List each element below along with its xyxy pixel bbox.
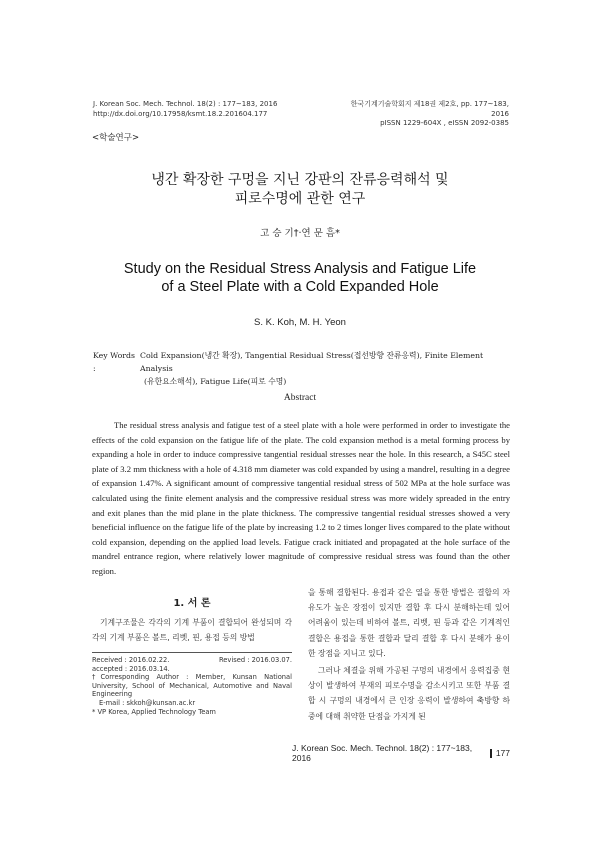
journal-korean-header: [343, 100, 509, 129]
page-number: 177: [495, 748, 510, 758]
issn: pISSN 1229-604X , eISSN 2092-0385: [380, 119, 509, 127]
authors-english: S. K. Koh, M. H. Yeon: [254, 317, 346, 328]
footer-citation: J. Korean Soc. Mech. Technol. 18(2) : 177~183, 2016: [292, 743, 473, 763]
intro-right-paragraph-1: 을 통해 결합된다. 용접과 같은 열을 통한 방법은 결합의 자유도가 높은 장점이 있지만 결합 후 다시 분해하는데 있어 어려움이 있는데 비하여 볼트, 리벳, 핀 등과 같은 기계적인 결합은 용접을 통한 결합과 달리 결합 후 다시 분해가 용이한 장점을 지니고 있다.: [308, 588, 510, 658]
keywords-line2: (유한요소해석), Fatigue Life(피로 수명): [144, 377, 287, 386]
journal-citation-header: [93, 100, 277, 119]
revised-date: Revised : 2016.03.07.: [218, 656, 292, 664]
keywords-line1: Cold Expansion(냉간 확장), Tangential Residual Stress(접선방향 잔류응력), Finite Element Analysis: [140, 351, 484, 373]
title-english-line2: of a Steel Plate with a Cold Expanded Hole: [161, 279, 439, 295]
intro-right-column: [308, 585, 510, 724]
intro-right-paragraph-2: 그러나 체결을 위해 가공된 구멍의 내경에서 응력집중 현상이 발생하여 부재의 피로수명을 감소시키고 또한 부품 결합 시 구멍의 내경에서 큰 인장 응력이 발생하여 축방향 하중에 대해 취약한 단점을 가지게 된: [308, 666, 510, 721]
article-category: <학술연구>: [92, 133, 140, 143]
vp-affiliation: * VP Korea, Applied Technology Team: [92, 707, 216, 716]
keywords-block: [93, 349, 513, 388]
journal-citation: J. Korean Soc. Mech. Technol. 18(2) : 177~183, 2016: [93, 100, 278, 108]
doi-link[interactable]: http://dx.doi.org/10.17958/ksmt.18.2.201604.177: [93, 109, 268, 118]
abstract-text: The residual stress analysis and fatigue test of a steel plate with a hole were performed in order to investigate the effects of the cold expansion on the fatigue life of the plate. The cold expansion method is a metal forming process by expanding a hole in order to induce compressive tangential residual stresses near the hole. In this research, a S45C steel plate of 3.2 mm thickness with a hole of 4.318 mm diameter was cold expanded by using a mandrel, resulting in a degree of expansion 1.47%. A significant amount of compressive tangential residual stress of 502 MPa at the hole surface was calculated using the finite element analysis and the compressive residual stress was more widely spreaded in the entry and exit planes than the mid plane in the plate thickness. The compressive tangential residual stresses showed a very beneficial influence on the fatigue life of the plate by increasing 1.2 to 2 times longer lives compared to the plate without cold expansion, depending on the applied load levels. Fatigue crack initiated and propagated at the hole surface of the mandrel entrance region, where relatively lower magnitude of compressive residual stress was found than the other region.: [92, 420, 510, 576]
footer-separator: [490, 749, 491, 758]
received-date: Received : 2016.02.22.: [92, 656, 170, 664]
keywords-label: Key Words :: [93, 351, 136, 373]
section-heading-introduction: 1. 서 론: [173, 598, 211, 609]
title-english-line1: Study on the Residual Stress Analysis and Fatigue Life: [123, 261, 477, 277]
title-korean-line1: 냉간 확장한 구멍을 지닌 강판의 잔류응력해석 및: [151, 172, 449, 188]
email: E-mail : skkoh@kunsan.ac.kr: [99, 698, 196, 707]
journal-korean-citation: 한국기계기술학회지 제18권 제2호, pp. 177~183, 2016: [350, 100, 509, 118]
intro-left-paragraph: 기계구조물은 각각의 기계 부품이 결합되어 완성되며 각각의 기계 부품은 볼트, 리벳, 핀, 용접 등의 방법: [92, 618, 292, 643]
accepted-date: accepted : 2016.03.14.: [92, 664, 170, 673]
footnote-block: [92, 656, 292, 716]
title-korean-line2: 피로수명에 관한 연구: [234, 191, 366, 207]
abstract-heading: Abstract: [283, 393, 317, 403]
authors-korean: 고 승 기†·연 문 흠*: [260, 228, 340, 239]
page-footer: [292, 743, 510, 763]
footnote-divider: [92, 652, 292, 653]
corresponding-author: †Corresponding Author : Member, Kunsan National University, School of Mechanical, Automotive and Naval Engineering: [92, 673, 292, 699]
